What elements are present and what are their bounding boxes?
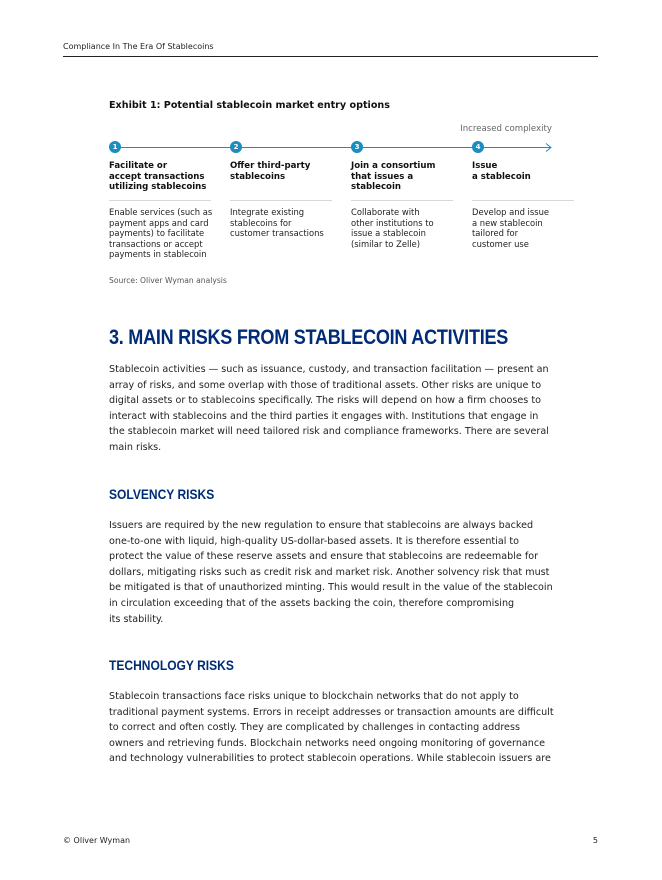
step-title: Offer third-party stablecoins [230,161,311,182]
step-number-badge: 3 [351,141,363,153]
step-title: Facilitate or accept transactions utilizing stablecoins [109,161,207,192]
step-title: Issue a stablecoin [472,161,531,182]
paragraph-line: in circulation exceeding that of the assets backing the coin, therefore compromising [109,597,515,609]
step-divider [109,200,211,201]
paragraph-line: digital assets or to stablecoins specifically. The risks will depend on how a firm chooses to [109,395,541,407]
paragraph-line: its stability. [109,613,164,625]
header-divider [63,56,598,57]
paragraph-line: main risks. [109,441,162,453]
solvency-heading: SOLVENCY RISKS [109,486,215,502]
step-number-badge: 1 [109,141,121,153]
paragraph-line: to correct and often costly. They are complicated by challenges in contacting address [109,722,520,734]
paragraph-line: one-to-one with liquid, high-quality US-dollar-based assets. It is therefore essential to [109,535,520,547]
paragraph-line: Issuers are required by the new regulation to ensure that stablecoins are always backed [109,520,534,531]
complexity-label: Increased complexity [460,124,552,134]
exhibit-source: Source: Oliver Wyman analysis [109,276,227,285]
paragraph-line: traditional payment systems. Errors in receipt addresses or transaction amounts are difficult [109,706,554,718]
paragraph-line: array of risks, and some overlap with those of traditional assets. Other risks are unique to [109,379,542,391]
step-description: Enable services (such as payment apps and card payments) to facilitate transactions or accept payments in stablecoin [109,207,213,259]
page-number: 5 [592,836,598,845]
step-divider [351,200,453,201]
paragraph-line: Stablecoin transactions face risks unique to blockchain networks that do not apply to [109,691,519,702]
paragraph-line: Stablecoin activities — such as issuance, custody, and transaction facilitation — present an [109,364,549,375]
step-title: Join a consortium that issues a stablecoin [351,161,436,192]
step-description: Integrate existing stablecoins for customer transactions [230,207,324,238]
solvency-paragraph [109,518,555,627]
timeline-arrow-icon [109,140,555,154]
paragraph-line: dollars, mitigating risks such as credit risk and market risk. Another solvency risk that must [109,566,550,578]
running-header: Compliance In The Era Of Stablecoins [63,42,214,51]
paragraph-line: protect the value of these reserve assets and ensure that stablecoins are redeemable for [109,551,539,563]
section-heading: 3. MAIN RISKS FROM STABLECOIN ACTIVITIES [109,326,509,349]
technology-paragraph [109,689,555,767]
exhibit-title: Exhibit 1: Potential stablecoin market entry options [109,100,390,111]
paragraph-line: interact with stablecoins and the third parties it engages with. Institutions that engage in [109,410,539,422]
paragraph-line: be mitigated is that of unauthorized minting. This would result in the value of the stablecoin [109,582,553,594]
technology-heading: TECHNOLOGY RISKS [109,657,234,673]
paragraph-line: and technology vulnerabilities to protect stablecoin operations. While stablecoin issuers are [109,753,551,765]
step-description: Develop and issue a new stablecoin tailored for customer use [472,207,550,249]
step-divider [472,200,574,201]
footer-copyright: © Oliver Wyman [63,836,131,845]
timeline [109,140,555,154]
step-divider [230,200,332,201]
paragraph-line: the stablecoin market will need tailored risk and compliance frameworks. There are several [109,426,549,438]
step-number-badge: 2 [230,141,242,153]
step-description: Collaborate with other institutions to issue a stablecoin (similar to Zelle) [351,207,434,249]
paragraph-line: owners and retrieving funds. Blockchain networks need ongoing monitoring of governance [109,737,546,749]
intro-paragraph [109,362,555,456]
step-number-badge: 4 [472,141,484,153]
